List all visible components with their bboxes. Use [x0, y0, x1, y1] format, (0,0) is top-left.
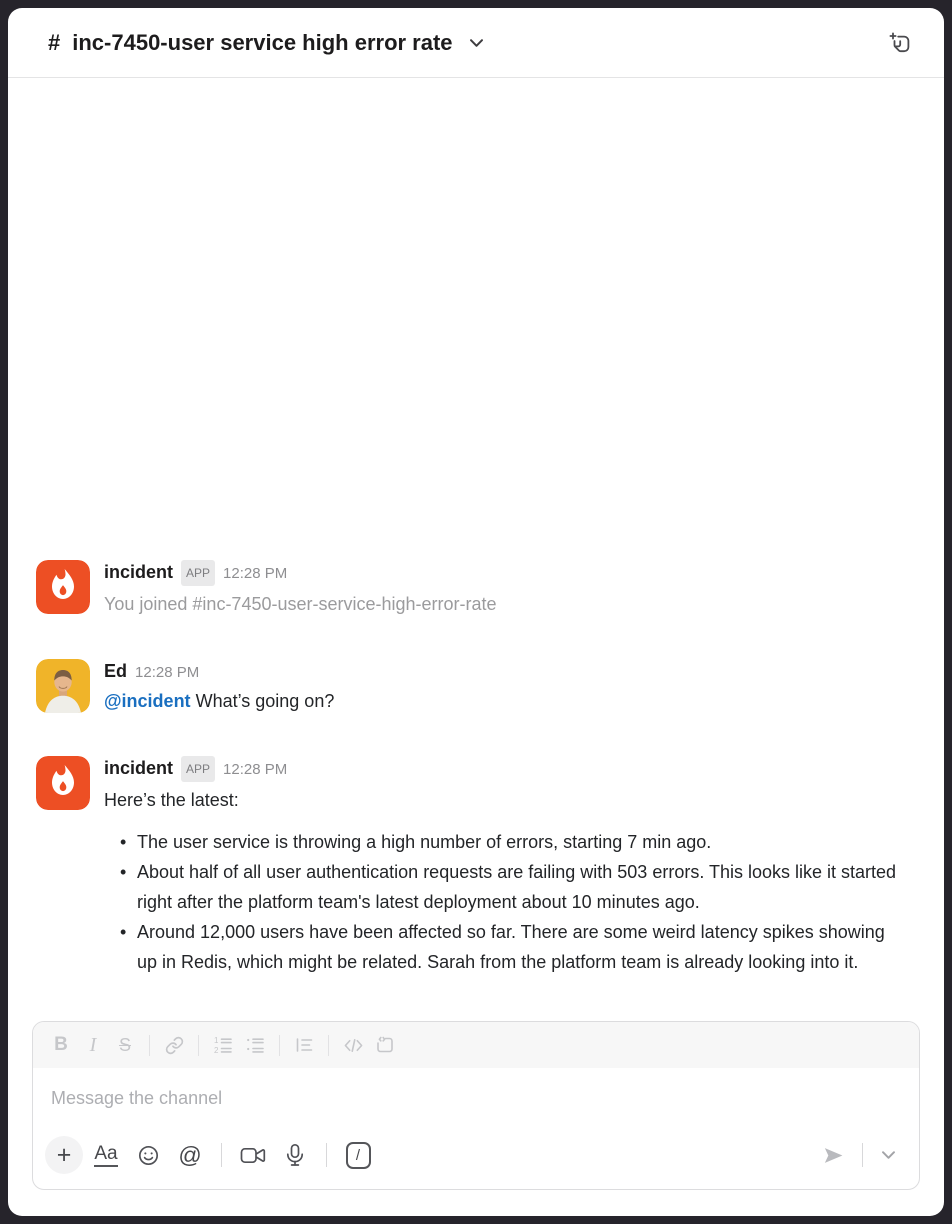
- channel-name-button[interactable]: [48, 30, 484, 56]
- message-body: [104, 756, 899, 977]
- formatting-toolbar: [33, 1022, 919, 1068]
- message-body: [104, 659, 334, 716]
- mention-icon: @: [178, 1141, 202, 1168]
- schedule-send-button[interactable]: [873, 1136, 903, 1174]
- system-message-text: You joined #inc-7450-user-service-high-error-rate: [104, 594, 497, 614]
- video-icon: [240, 1145, 267, 1166]
- chevron-down-icon: [469, 38, 484, 48]
- channel-hash-prefix: #: [48, 29, 61, 55]
- strikethrough-button[interactable]: [109, 1030, 141, 1060]
- app-badge: APP: [181, 560, 215, 586]
- slash-commands-button[interactable]: [339, 1136, 377, 1174]
- message-meta: [104, 660, 334, 684]
- code-block-icon: [375, 1035, 395, 1055]
- text-format-button[interactable]: [87, 1136, 125, 1174]
- svg-text:1: 1: [214, 1036, 219, 1046]
- blockquote-icon: [294, 1035, 314, 1055]
- schedule-send-chevron-icon: [881, 1150, 896, 1160]
- bullet-item: • Around 12,000 users have been affected so far. There are some weird latency spikes showing up in Redis, which might be related. Sarah from the platform team is already looking into it.: [137, 917, 899, 977]
- italic-button[interactable]: [77, 1030, 109, 1060]
- incident-app-avatar[interactable]: [36, 756, 90, 810]
- plus-icon: +: [56, 1140, 72, 1169]
- incident-flame-icon: [36, 756, 90, 810]
- message-timestamp[interactable]: 12:28 PM: [223, 761, 288, 778]
- composer-input-row: [33, 1068, 919, 1127]
- message-incident-update: [36, 756, 916, 977]
- new-canvas-icon: [888, 31, 912, 55]
- app-badge: APP: [181, 756, 215, 782]
- slack-channel-window: [8, 8, 944, 1216]
- mention-link[interactable]: @incident: [104, 691, 191, 711]
- ed-avatar[interactable]: [36, 659, 90, 713]
- blockquote-button[interactable]: [288, 1030, 320, 1060]
- strikethrough-label: S: [118, 1034, 131, 1055]
- audio-clip-button[interactable]: [276, 1136, 314, 1174]
- bullet-item: • About half of all user authentication requests are failing with 503 errors. This looks like it started right after the platform team's latest deployment about 10 minutes ago.: [137, 857, 899, 917]
- toolbar-divider: [149, 1035, 150, 1056]
- bold-label: B: [54, 1034, 68, 1055]
- toolbar-divider: [279, 1035, 280, 1056]
- incident-app-avatar[interactable]: [36, 560, 90, 614]
- emoji-icon: [137, 1144, 160, 1167]
- message-input[interactable]: [51, 1088, 901, 1109]
- ordered-list-icon: [213, 1035, 233, 1055]
- video-clip-button[interactable]: [234, 1136, 272, 1174]
- code-block-button[interactable]: [369, 1030, 401, 1060]
- emoji-button[interactable]: [129, 1136, 167, 1174]
- link-button[interactable]: [158, 1030, 190, 1060]
- message-timestamp[interactable]: 12:28 PM: [223, 565, 288, 582]
- message-text: Here’s the latest:: [104, 790, 239, 810]
- send-icon: [822, 1144, 845, 1167]
- mic-icon: [284, 1143, 306, 1167]
- message-incident-joined: [36, 560, 916, 619]
- message-meta: [104, 757, 899, 783]
- message-timestamp[interactable]: 12:28 PM: [135, 664, 200, 681]
- ordered-list-button[interactable]: [207, 1030, 239, 1060]
- svg-text:2: 2: [214, 1046, 219, 1055]
- bullet-list-button[interactable]: [239, 1030, 271, 1060]
- slash-command-icon: /: [346, 1142, 371, 1169]
- channel-name: inc-7450-user service high error rate: [72, 29, 453, 55]
- actions-divider: [326, 1143, 327, 1167]
- code-button[interactable]: [337, 1030, 369, 1060]
- actions-divider: [221, 1143, 222, 1167]
- message-body: [104, 560, 497, 619]
- toolbar-divider: [198, 1035, 199, 1056]
- bold-button[interactable]: [45, 1030, 77, 1060]
- message-ed: [36, 659, 916, 716]
- message-list: [8, 78, 944, 1021]
- composer-actions: [33, 1127, 919, 1189]
- new-canvas-button[interactable]: [882, 25, 918, 61]
- channel-header: [8, 8, 944, 78]
- send-divider: [862, 1143, 863, 1167]
- mention-button[interactable]: [171, 1136, 209, 1174]
- incident-flame-icon: [36, 560, 90, 614]
- ed-avatar-photo: [36, 659, 90, 713]
- message-meta: [104, 561, 497, 587]
- sender-name[interactable]: incident: [104, 758, 174, 778]
- message-text-rest: What’s going on?: [195, 691, 335, 711]
- message-text: [104, 686, 334, 716]
- message-composer: [32, 1021, 920, 1190]
- toolbar-divider: [328, 1035, 329, 1056]
- link-icon: [165, 1036, 184, 1055]
- italic-label: I: [89, 1033, 97, 1056]
- bullet-list-icon: [245, 1035, 265, 1055]
- text-format-icon: Aa: [94, 1143, 117, 1167]
- sender-name[interactable]: Ed: [104, 661, 128, 681]
- bullet-list: [104, 827, 899, 977]
- send-group: [814, 1136, 903, 1174]
- bullet-item: • The user service is throwing a high number of errors, starting 7 min ago.: [137, 827, 899, 857]
- attach-plus-button[interactable]: [45, 1136, 83, 1174]
- sender-name[interactable]: incident: [104, 562, 174, 582]
- code-icon: [343, 1036, 364, 1055]
- send-button[interactable]: [814, 1136, 852, 1174]
